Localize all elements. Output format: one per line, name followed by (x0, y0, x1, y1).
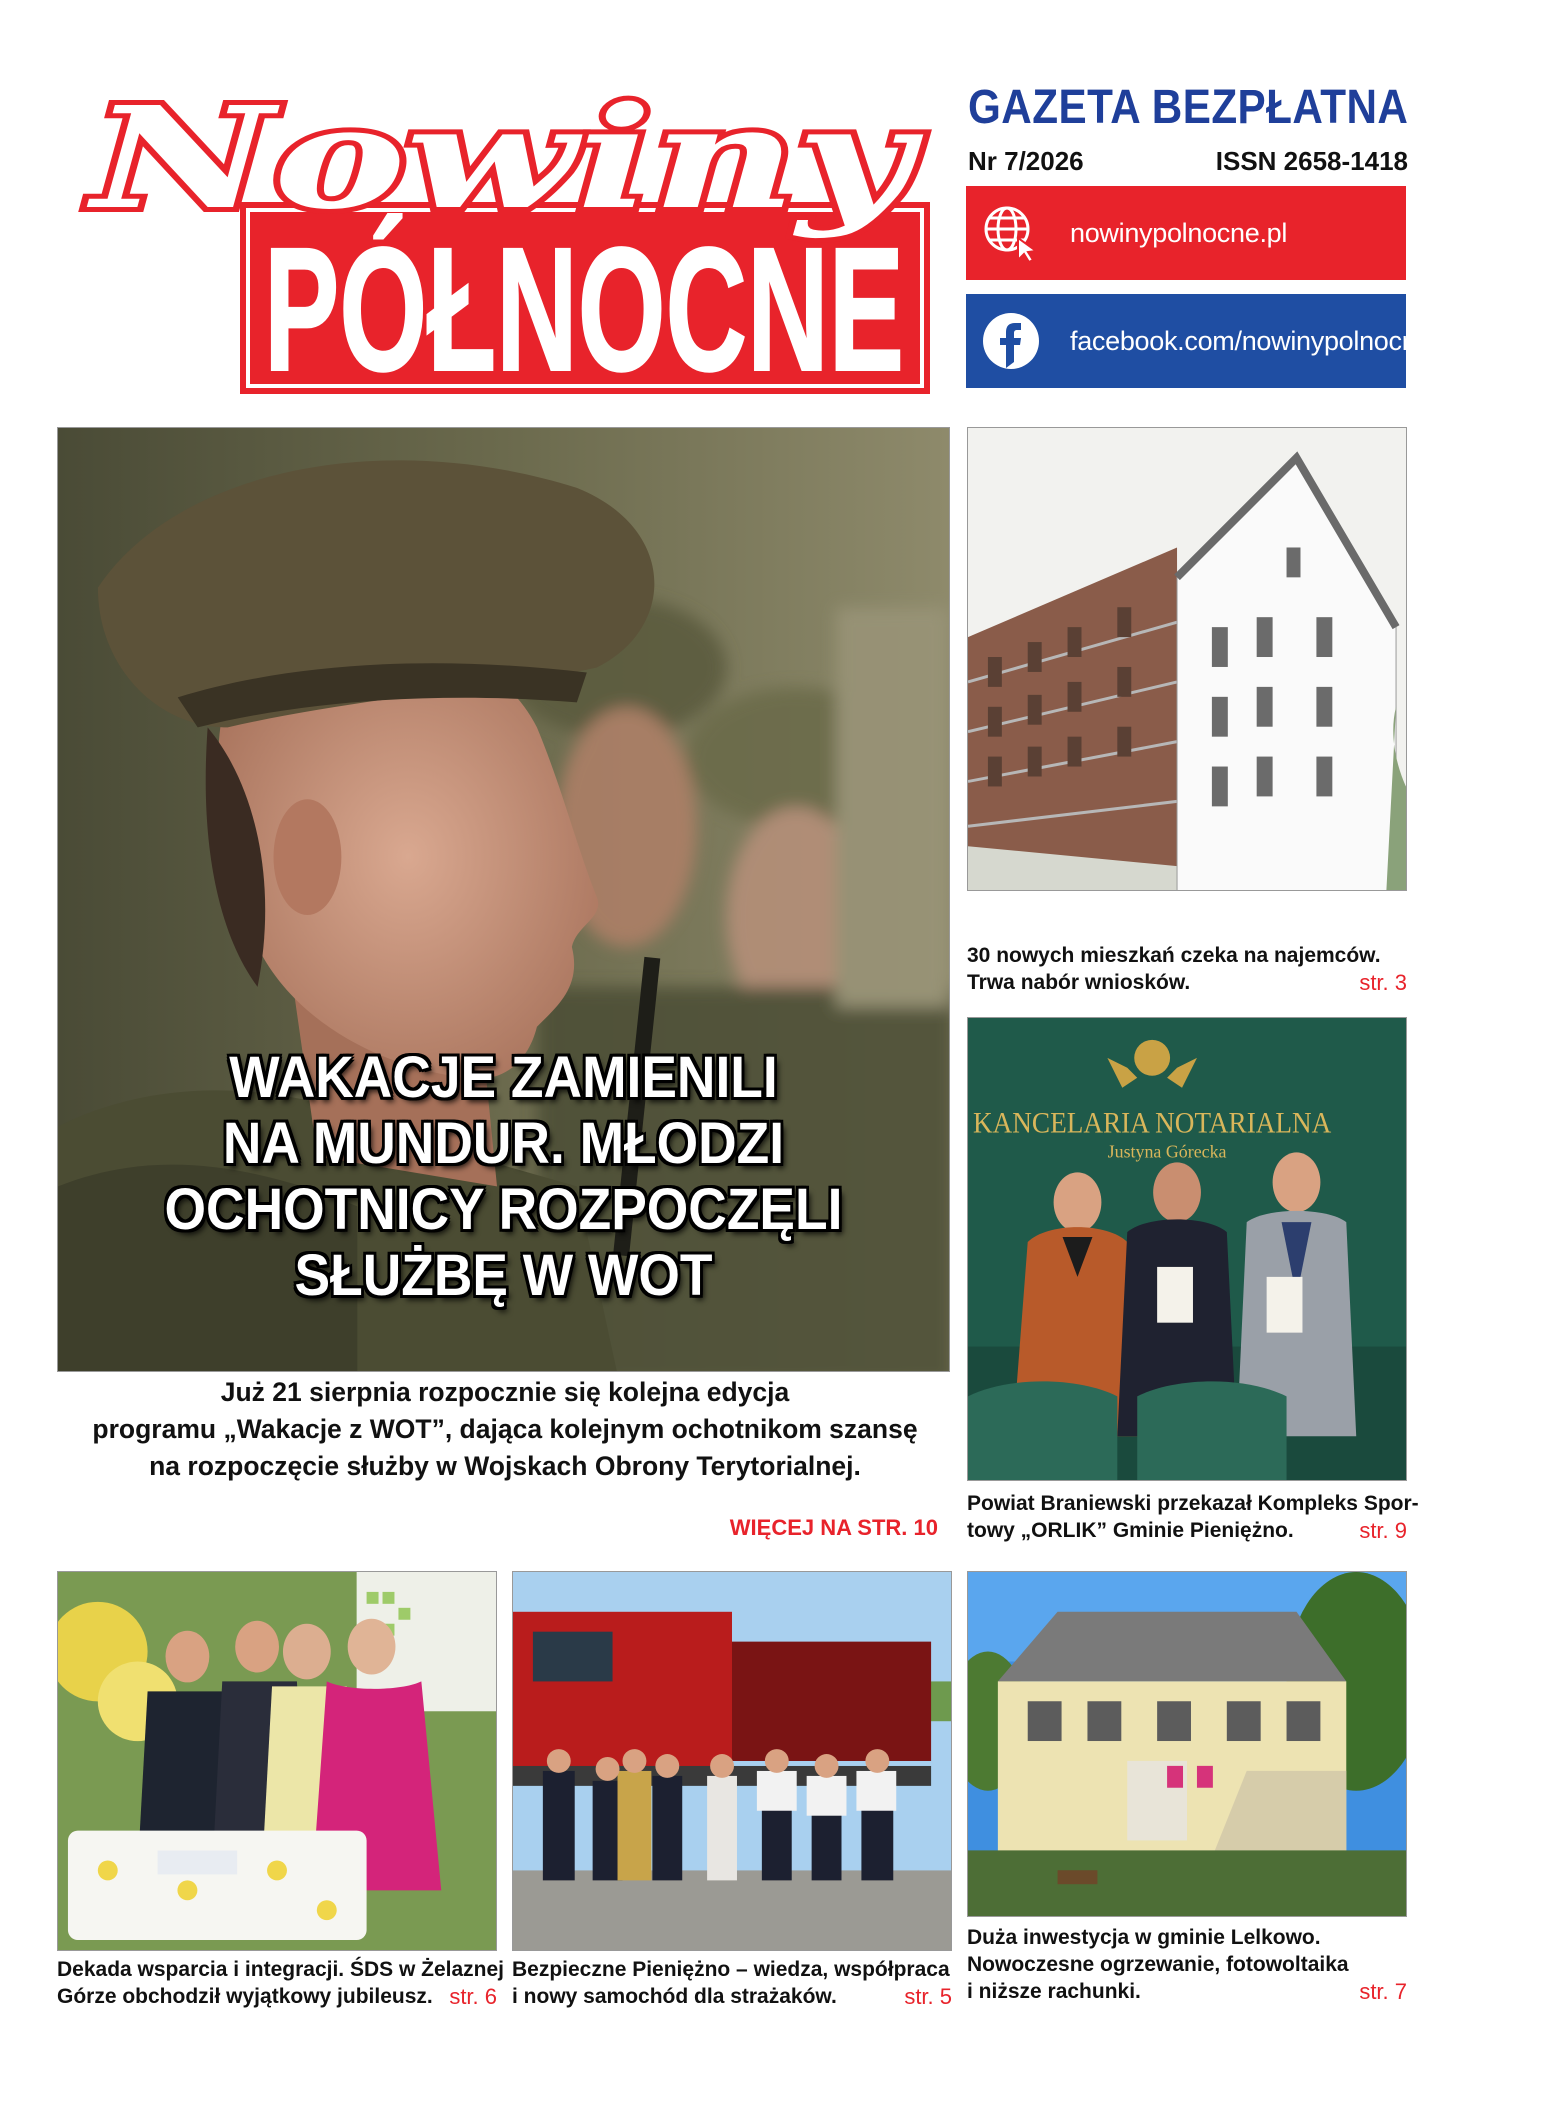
photo-firefighters[interactable] (512, 1571, 952, 1951)
main-lead-line: programu „Wakacje z WOT”, dająca kolejnym ochotnikom szansę (92, 1414, 918, 1444)
caption-line[interactable]: towy „ORLIK” Gminie Pieniężno. (967, 1519, 1294, 1542)
main-lead-line: Już 21 sierpnia rozpocznie się kolejna edycja (220, 1377, 790, 1407)
page-ref[interactable]: str. 3 (1359, 970, 1407, 995)
masthead-logo (52, 92, 942, 397)
caption-line[interactable]: i nowy samochód dla strażaków. (512, 1985, 837, 2008)
photo-lelkowo-building[interactable] (967, 1571, 1407, 1917)
facebook-icon (980, 310, 1042, 372)
caption-notary[interactable] (967, 1490, 1419, 1544)
caption-line[interactable]: Trwa nabór wniosków. (967, 971, 1191, 994)
photo-notary-office[interactable] (967, 1017, 1407, 1481)
main-lead-line: na rozpoczęcie służby w Wojskach Obrony Terytorialnej. (149, 1451, 861, 1481)
page-ref[interactable]: str. 9 (1359, 1518, 1407, 1543)
caption-line[interactable]: Duża inwestycja w gminie Lelkowo. (967, 1926, 1321, 1949)
caption-house[interactable] (967, 1924, 1407, 2005)
issue-info (968, 146, 1408, 177)
issn: ISSN 2658-1418 (1215, 146, 1408, 176)
caption-line[interactable]: Nowoczesne ogrzewanie, fotowoltaika (967, 1953, 1349, 1976)
caption-sds[interactable] (57, 1956, 505, 2010)
caption-line[interactable]: i niższe rachunki. (967, 1980, 1141, 2003)
page-ref[interactable]: str. 6 (449, 1984, 497, 2009)
main-headline-line[interactable]: SŁUŻBĘ W WOT (294, 1243, 713, 1308)
photo-apartment-building[interactable] (967, 427, 1407, 891)
main-headline[interactable] (57, 1045, 950, 1309)
photo-sds-jubilee[interactable] (57, 1571, 497, 1951)
caption-line[interactable]: 30 nowych mieszkań czeka na najemców. (967, 944, 1381, 967)
masthead-title-script: Nowiny (86, 92, 925, 241)
website-link[interactable] (966, 186, 1406, 280)
facebook-link[interactable] (966, 294, 1432, 388)
main-lead (70, 1374, 940, 1485)
notary-sign-text: KANCELARIA NOTARIALNA (972, 1106, 1332, 1140)
masthead-title-block: PÓŁNOCNE (264, 212, 904, 397)
main-headline-line[interactable]: OCHOTNICY ROZPOCZĘLI (164, 1177, 843, 1242)
notary-sign-subtext: Justyna Górecka (1107, 1141, 1227, 1162)
caption-line[interactable]: Dekada wsparcia i integracji. ŚDS w Żelaznej (57, 1958, 505, 1981)
facebook-url[interactable]: facebook.com/nowinypolnocne (1070, 325, 1432, 356)
caption-line[interactable]: Górze obchodził wyjątkowy jubileusz. (57, 1985, 433, 2008)
main-more-link[interactable]: WIĘCEJ NA STR. 10 (729, 1515, 938, 1540)
caption-building[interactable] (967, 942, 1407, 996)
caption-line[interactable]: Bezpieczne Pieniężno – wiedza, współpraca (512, 1958, 950, 1981)
masthead-tagline: GAZETA BEZPŁATNA (968, 81, 1409, 134)
main-headline-line[interactable]: NA MUNDUR. MŁODZI (222, 1111, 785, 1176)
globe-cursor-icon (980, 202, 1042, 264)
caption-fire[interactable] (512, 1956, 952, 2010)
caption-line[interactable]: Powiat Braniewski przekazał Kompleks Spor- (967, 1492, 1419, 1515)
masthead-tagline-wrap (968, 81, 1409, 134)
page-ref[interactable]: str. 7 (1359, 1979, 1407, 2004)
main-headline-line[interactable]: WAKACJE ZAMIENILI (229, 1045, 778, 1110)
issue-number: Nr 7/2026 (968, 146, 1084, 176)
page-ref[interactable]: str. 5 (904, 1984, 952, 2009)
website-url[interactable]: nowinypolnocne.pl (1070, 217, 1288, 248)
